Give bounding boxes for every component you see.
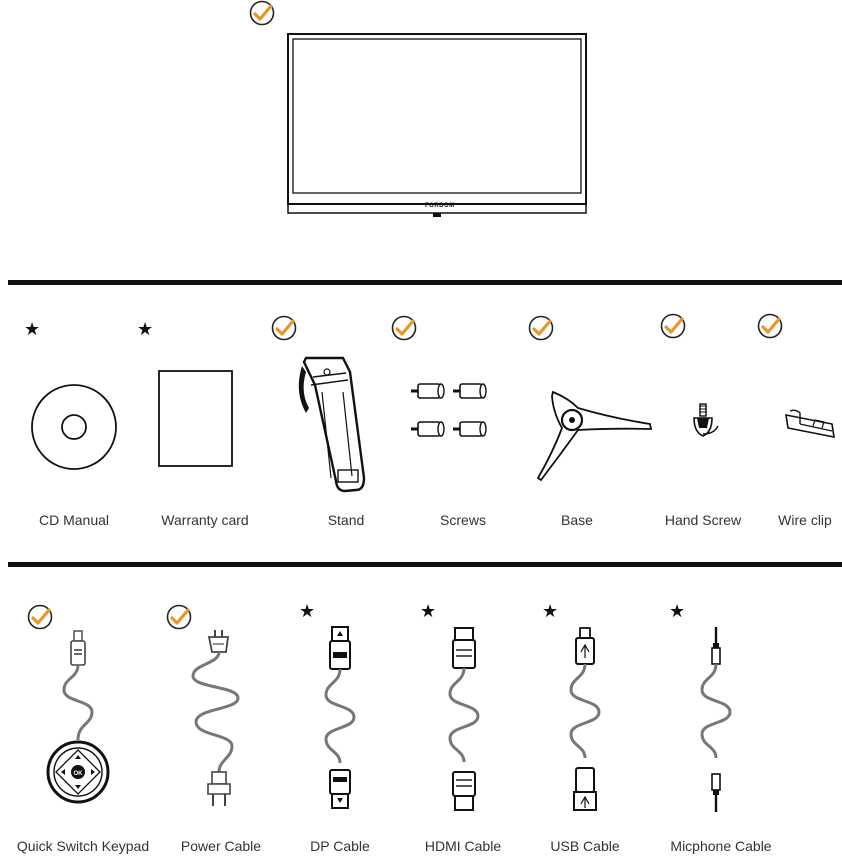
section-divider-1 (8, 280, 842, 285)
stand-check-icon (273, 317, 296, 340)
power-cable-label: Power Cable (180, 838, 262, 854)
keypad-check-icon (29, 606, 52, 629)
cd-manual-star-icon: ★ (24, 319, 41, 340)
hdmi-cable-illustration (450, 628, 478, 810)
wire-clip-illustration (786, 410, 834, 437)
monitor-brand-logo: FORDOM (425, 203, 455, 209)
dp-cable-label: DP Cable (310, 838, 370, 854)
power-cable-check-icon (168, 606, 191, 629)
quick-switch-keypad-label: Quick Switch Keypad (16, 838, 150, 854)
screws-label: Screws (440, 512, 486, 528)
section-divider-2 (8, 562, 842, 567)
warranty-card-label: Warranty card (161, 512, 249, 528)
power-cable-illustration (193, 630, 238, 806)
wire-clip-check-icon (759, 315, 782, 338)
screws-illustration (411, 384, 486, 436)
monitor-illustration (288, 34, 586, 217)
warranty-card-star-icon: ★ (137, 319, 154, 340)
hdmi-cable-label: HDMI Cable (424, 838, 502, 854)
quick-switch-keypad-illustration (48, 631, 108, 802)
monitor-check-icon (251, 2, 274, 25)
cd-manual-label: CD Manual (38, 512, 110, 528)
screws-check-icon (393, 317, 416, 340)
hdmi-cable-star-icon: ★ (420, 601, 437, 622)
wire-clip-label: Wire clip (778, 512, 832, 528)
dp-cable-illustration (326, 627, 354, 808)
warranty-card-illustration (159, 371, 232, 466)
cd-illustration (32, 385, 116, 469)
base-check-icon (530, 317, 553, 340)
hand-screw-check-icon (662, 315, 685, 338)
micphone-cable-label: Micphone Cable (670, 838, 772, 854)
hand-screw-label: Hand Screw (664, 512, 742, 528)
stand-illustration (299, 358, 364, 491)
base-illustration (538, 392, 651, 480)
hand-screw-illustration (694, 404, 718, 436)
base-label: Base (561, 512, 593, 528)
micphone-cable-star-icon: ★ (669, 601, 686, 622)
usb-cable-star-icon: ★ (542, 601, 559, 622)
keypad-ok-text: OK (73, 771, 83, 777)
dp-cable-star-icon: ★ (299, 601, 316, 622)
usb-cable-label: USB Cable (550, 838, 620, 854)
usb-cable-illustration (571, 628, 599, 810)
micphone-cable-illustration (702, 627, 730, 812)
stand-label: Stand (327, 512, 365, 528)
